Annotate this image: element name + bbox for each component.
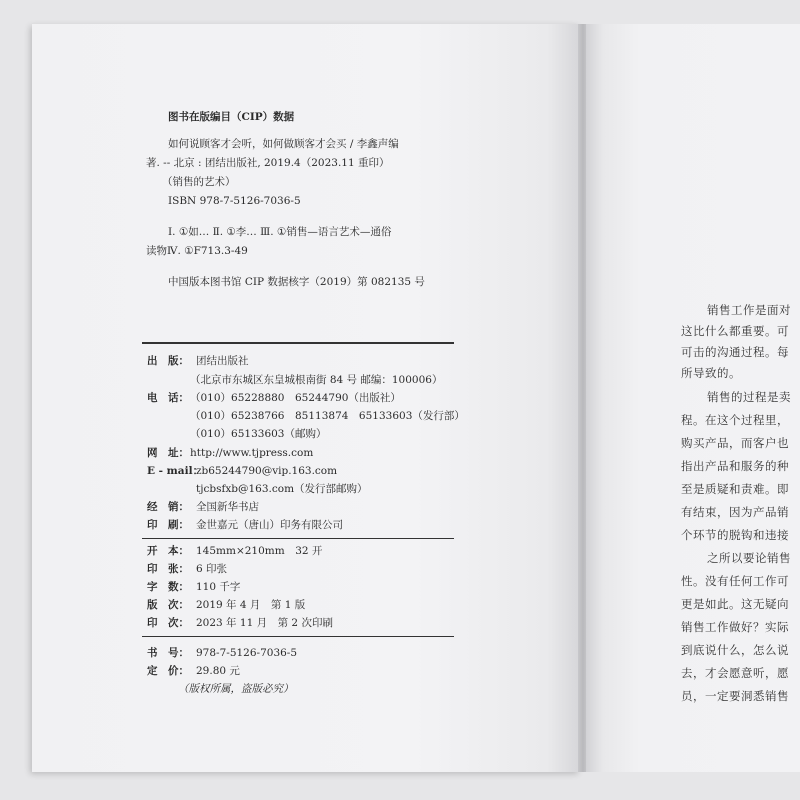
edition-label: 版 次： [147, 599, 189, 611]
price-value: 29.80 元 [196, 665, 240, 677]
body-line: 这比什么都重要。可 [681, 324, 789, 338]
body-line: 员，一定要洞悉销售 [681, 689, 789, 703]
email-line-2: tjcbsfxb@163.com（发行部邮购） [196, 483, 368, 495]
cip-heading: 图书在版编目（CIP）数据 [168, 111, 295, 123]
word-count-label: 字 数： [147, 581, 189, 593]
publisher-label: 出 版： [147, 355, 189, 367]
body-line: 性。没有任何工作可 [681, 574, 789, 588]
body-line: 可击的沟通过程。每 [681, 345, 789, 359]
body-line: 之所以要论销售 [707, 551, 791, 565]
body-line: 指出产品和服务的种 [681, 459, 789, 473]
body-line: 销售的过程是卖 [707, 390, 791, 404]
phone-line-1: （010）65228880 65244790（出版社） [190, 392, 401, 404]
divider [142, 636, 454, 637]
copyright-notice: （版权所属，盗版必究） [178, 683, 294, 695]
body-line: 销售工作是面对 [707, 303, 791, 317]
book-number-label: 书 号： [147, 647, 189, 659]
email-line-1: zb65244790@vip.163.com [196, 465, 338, 477]
publisher-value: 团结出版社 [196, 355, 249, 367]
publisher-address: （北京市东城区东皇城根南街 84 号 邮编：100006） [190, 374, 443, 386]
website-label: 网 址： [147, 447, 189, 459]
format-label: 开 本： [147, 545, 189, 557]
cip-publication-line: 著. -- 北京 : 团结出版社, 2019.4（2023.11 重印） [146, 157, 390, 169]
website-value: http://www.tjpress.com [190, 447, 314, 459]
email-label: E - mail： [147, 465, 204, 477]
divider [142, 538, 454, 539]
body-line: 更是如此。这无疑向 [681, 597, 789, 611]
distributor-label: 经 销： [147, 501, 189, 513]
body-line: 有结束，因为产品销 [681, 505, 789, 519]
phone-label: 电 话： [147, 392, 189, 404]
printer-label: 印 刷： [147, 519, 189, 531]
body-line: 程。在这个过程里， [681, 413, 789, 427]
sheets-label: 印 张： [147, 563, 189, 575]
body-line: 去，才会愿意听，愿 [681, 666, 789, 680]
cip-subject-line-2: 读物Ⅳ. ①F713.3-49 [146, 245, 248, 257]
printing-value: 2023 年 11 月 第 2 次印刷 [196, 617, 333, 629]
format-value: 145mm×210mm 32 开 [196, 545, 323, 557]
cip-subject-line-1: Ⅰ. ①如… Ⅱ. ①李… Ⅲ. ①销售—语言艺术—通俗 [168, 226, 392, 238]
cip-title-line: 如何说顾客才会听，如何做顾客才会买 / 李鑫声编 [168, 138, 399, 150]
sheets-value: 6 印张 [196, 563, 228, 575]
divider [142, 342, 454, 344]
price-label: 定 价： [147, 665, 189, 677]
body-line: 到底说什么，怎么说 [681, 643, 789, 657]
cip-isbn: ISBN 978-7-5126-7036-5 [168, 195, 301, 207]
edition-value: 2019 年 4 月 第 1 版 [196, 599, 306, 611]
distributor-value: 全国新华书店 [196, 501, 259, 513]
book-number-value: 978-7-5126-7036-5 [196, 647, 298, 659]
word-count-value: 110 千字 [196, 581, 241, 593]
printer-value: 金世嘉元（唐山）印务有限公司 [196, 519, 343, 531]
body-line: 所导致的。 [681, 366, 741, 380]
cip-record-number: 中国版本图书馆 CIP 数据核字（2019）第 082135 号 [168, 276, 425, 288]
body-line: 销售工作做好？实际 [681, 620, 789, 634]
body-line: 购买产品，而客户也 [681, 436, 789, 450]
phone-line-3: （010）65133603（邮购） [190, 428, 327, 440]
cip-series-line: （销售的艺术） [162, 176, 236, 188]
body-line: 至是质疑和责难。即 [681, 482, 789, 496]
phone-line-2: （010）65238766 85113874 65133603（发行部） [190, 410, 465, 422]
body-line: 个环节的脱钩和违接 [681, 528, 789, 542]
printing-label: 印 次： [147, 617, 189, 629]
